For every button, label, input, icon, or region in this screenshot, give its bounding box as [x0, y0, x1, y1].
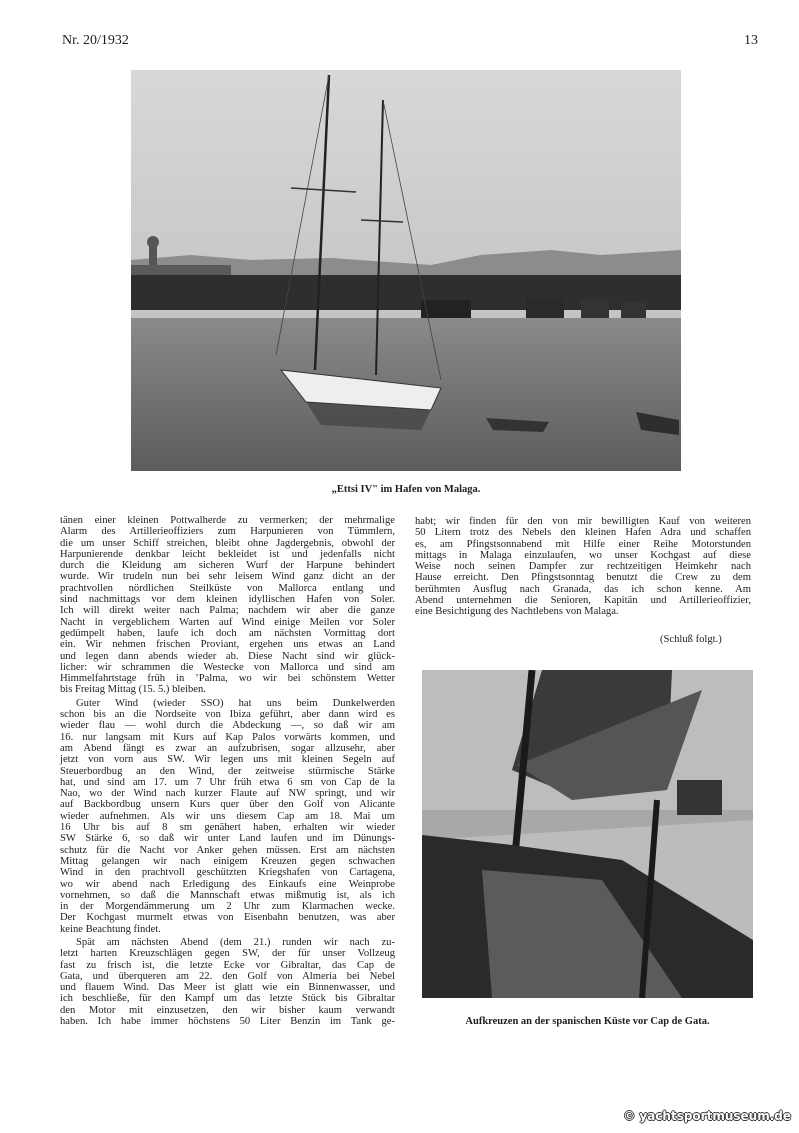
text-line: 16. nur langsam mit Kurs auf Kap Palos vorwärts kommen, und	[60, 731, 395, 743]
text-line: Alarm des Artillerieoffiziers zum Harpunieren von Tümmlern,	[60, 526, 395, 538]
text-line: ein. Wir nehmen frischen Proviant, ergehen uns etwas an Land	[60, 639, 395, 651]
text-line: durch die Kleidung am sicheren Wurf der Harpune behindert	[60, 560, 395, 572]
photo-caption: Aufkreuzen an der spanischen Küste vor Cap de Gata.	[465, 1016, 710, 1027]
text-line: Himmelfahrtstage früh in ʼPalma, wo wir bei schönstem Wetter	[60, 673, 395, 685]
text-column-right	[415, 516, 751, 620]
text-line: Hause erreicht. Den Pfingstsonntag benutzt die Crew zu dem	[415, 572, 751, 584]
text-line: und flauem Wind. Das Meer ist glatt wie ein Binnenwasser, und	[60, 982, 395, 994]
paragraph	[60, 698, 395, 935]
text-line: wieder flau — wohl durch die Abdeckung —, so daß wir am	[60, 720, 395, 732]
text-line: schutz für die Nacht vor Anker gehen müssen. Erst am nächsten	[60, 844, 395, 856]
text-line: Ich will direkt weiter nach Palma; nachdem wir aber die ganze	[60, 605, 395, 617]
text-line: bis Freitag Mittag (15. 5.) bleiben.	[60, 684, 206, 696]
text-line: 50 Litern trotz des Nebels den kleinen Hafen Adra und schaffen	[415, 527, 751, 539]
text-line: vornehmen, so daß die Mannschaft etwas mißmutig ist, als ich	[60, 889, 395, 901]
text-line: den Motor mit einzusetzen, den wir bisher kaum verwandt	[60, 1004, 395, 1016]
text-line: wo wir abend nach Erledigung des Einkaufs eine Weinprobe	[60, 878, 395, 890]
text-line: Guter Wind (wieder SSO) hat uns beim Dunkelwerden	[76, 697, 395, 709]
text-line: licher: wir schrammen die Westecke von Mallorca und sind am	[60, 661, 395, 673]
text-line: Mittag gelangen wir nach einigem Kreuzen gegen schwachen	[60, 855, 395, 867]
text-line: habt; wir finden für den von mir bewilligten Kauf von weiteren	[415, 516, 751, 527]
text-line: letzt harten Kreuzschlägen gegen SW, der für unser Vollzeug	[60, 948, 395, 960]
text-line: Nacht in vergeblichem Warten auf Wind einige Meilen vor Soler	[60, 616, 395, 628]
text-line: am Abend fängt es zwar an aufzubrisen, sogar allzusehr, aber	[60, 742, 395, 754]
text-line: Nao, wo der Wind nach kurzer Flaute auf NW springt, und wir	[60, 788, 395, 800]
paragraph	[60, 937, 395, 1027]
paragraph	[60, 515, 395, 696]
text-line: Weise noch seinen Dampfer zur rechtzeitigen Heimkehr nach	[415, 561, 751, 573]
page-number: 13	[744, 33, 758, 48]
paragraph	[415, 516, 751, 618]
issue-number: Nr. 20/1932	[62, 33, 129, 48]
text-line: in der Morgendämmerung um 2 Uhr zum Klarmachen wecke.	[60, 901, 395, 913]
photo-sailing-off-cap-de-gata	[422, 670, 753, 998]
text-line: prachtvollen nördlichen Steilküste von Mallorca entlang und	[60, 582, 395, 594]
text-line: Wind in den prachtvoll geschützten Kriegshafen von Cartagena,	[60, 867, 395, 879]
text-line: gedümpelt haben, laufe ich doch am nächsten Vormittag dort	[60, 627, 395, 639]
text-line: die um unser Schiff streichen, bleibt ohne Jagdergebnis, obwohl der	[60, 537, 395, 549]
text-line: auf Backbordbug unsern Kurs quer über den Golf von Alicante	[60, 799, 395, 811]
text-line: berühmten Ausflug nach Granada, das ich schon kenne. Am	[415, 583, 751, 595]
text-line: Steuerbordbug an den Wind, der zeitweise stürmische Stärke	[60, 765, 395, 777]
text-line: und legen dann abends wieder ab. Diese Nacht sind wir glück-	[60, 650, 395, 662]
photo-caption: „Ettsi IV" im Hafen von Malaga.	[331, 484, 481, 495]
photo-yacht-in-harbor	[131, 70, 681, 471]
text-line: Gata, und überqueren am 22. den Golf von Almeria bei Nebel	[60, 970, 395, 982]
text-line: keine Beachtung findet.	[60, 923, 161, 935]
text-line: haben. Ich habe immer höchstens 50 Liter Benzin im Tank ge-	[60, 1016, 395, 1028]
text-line: Spät am nächsten Abend (dem 21.) runden wir nach zu-	[76, 936, 395, 948]
text-line: Harpunierende denkbar leicht bekleidet ist und jedenfalls nicht	[60, 548, 395, 560]
text-line: wieder aufnehmen. Als wir uns diesem Cap am 18. Mai um	[60, 810, 395, 822]
text-line: eine Besichtigung des Nachtlebens von Malaga.	[415, 606, 619, 618]
text-line: fast zu frisch ist, die letzte Ecke vor Gibraltar, das Cap de	[60, 959, 395, 971]
text-line: tänen einer kleinen Pottwalherde zu vermerken; der mehrmalige	[60, 515, 395, 526]
text-line: SW Stärke 6, so daß wir unter Land laufen und im Dünungs-	[60, 833, 395, 845]
text-column-left	[60, 515, 395, 1029]
text-line: hat, und sind am 17. um 7 Uhr früh etwa 6 sm von Cap de la	[60, 776, 395, 788]
text-line: schon bis an die Nordseite von Ibiza geführt, aber dann wird es	[60, 709, 395, 721]
text-line: mittags in Malaga einzulaufen, wo unser Kochgast auf diese	[415, 549, 751, 561]
watermark: © yachtsportmuseum.de	[623, 1109, 791, 1123]
text-line: Abend unternehmen die Senioren, Kapitän und Artillerieoffizier,	[415, 595, 751, 607]
text-line: jetzt von vorn aus SW. Wir legen uns mit kleinen Segeln auf	[60, 754, 395, 766]
text-line: Der Kochgast murmelt etwas von Eisenbahn benutzen, was aber	[60, 912, 395, 924]
text-line: wurde. Wir trudeln nun bei sehr leisem Wind ganz dicht an der	[60, 571, 395, 583]
text-line: es, am Pfingstsonnabend mit Hilfe einer Reihe Motorstunden	[415, 538, 751, 550]
text-line: ich beschließe, für den Kampf um das letzte Stück bis Gibraltar	[60, 993, 395, 1005]
text-line: 16 Uhr bis auf 8 sm genähert haben, erhalten wir wieder	[60, 822, 395, 834]
text-line: sind nachmittags vor dem kleinen idyllischen Hafen von Soler.	[60, 594, 395, 606]
to-be-continued-note: (Schluß folgt.)	[660, 634, 722, 645]
